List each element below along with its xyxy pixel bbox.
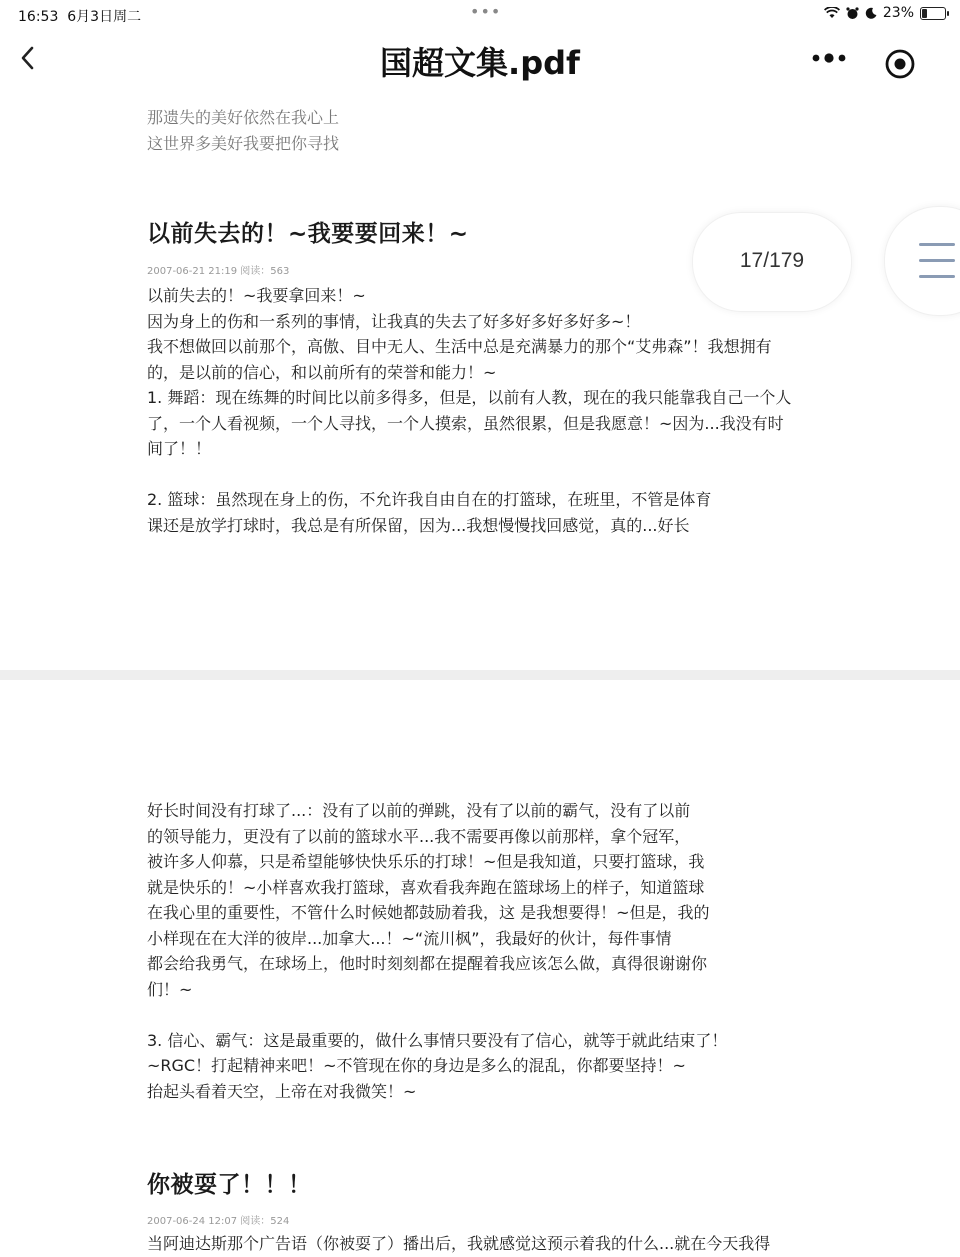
- battery-icon: [920, 7, 946, 20]
- body-line: ~RGC！打起精神来吧！~不管现在你的身边是多么的混乱，你都要坚持！~: [147, 1056, 686, 1075]
- wifi-icon: [824, 7, 840, 19]
- more-dots-icon[interactable]: [808, 48, 852, 68]
- menu-bar: [919, 243, 955, 246]
- article-meta: 2007-06-24 12:07 阅读：524: [147, 1216, 290, 1227]
- body-line: 以前失去的！~我要拿回来！~: [147, 286, 366, 305]
- page-indicator[interactable]: 17/179: [692, 212, 852, 312]
- pdf-page-2[interactable]: [0, 680, 960, 1255]
- article-title: 你被耍了！！！: [147, 1172, 312, 1198]
- battery-percent: 23%: [882, 5, 914, 21]
- article-title: 以前失去的！~我要要回来！~: [147, 221, 469, 247]
- body-line: 3. 信心、霸气：这是最重要的，做什么事情只要没有了信心，就等于就此结束了！: [147, 1030, 728, 1050]
- battery-fill: [922, 9, 927, 18]
- alarm-icon: [846, 7, 859, 20]
- document-title: 国超文集.pdf: [380, 44, 580, 82]
- menu-bar: [919, 259, 955, 262]
- status-bar: [0, 0, 960, 30]
- body-line: 因为身上的伤和一系列的事情，让我真的失去了好多好多好多好多~！: [147, 311, 641, 331]
- body-line: 被许多人仰慕，只是希望能够快快乐乐的打球！~但是我知道，只要打篮球，我: [147, 852, 705, 871]
- body-line: 了，一个人看视频，一个人寻找，一个人摸索，虽然很累，但是我愿意！~因为...我没有时: [147, 413, 784, 433]
- body-line: [147, 462, 827, 488]
- body-line: 当阿迪达斯那个广告语（你被耍了）播出后，我就感觉这预示着我的什么...就在今天我得: [147, 1234, 771, 1253]
- body-line: 的领导能力，更没有了以前的篮球水平...我不需要再像以前那样，拿个冠军，: [147, 826, 691, 846]
- body-line: 抬起头看着天空，上帝在对我微笑！~: [147, 1081, 417, 1101]
- body-line: 们！~: [147, 979, 193, 999]
- body-line: 1. 舞蹈：现在练舞的时间比以前多得多，但是，以前有人教，现在的我只能靠我自己一个人: [147, 388, 792, 407]
- pdf-page-1[interactable]: [0, 95, 960, 670]
- body-line: 课还是放学打球时，我总是有所保留，因为...我想慢慢找回感觉，真的...好长: [147, 515, 690, 535]
- body-line: 我不想做回以前那个，高傲、目中无人、生活中总是充满暴力的那个“艾弗森”！我想拥有: [147, 337, 772, 356]
- body-line: 2. 篮球：虽然现在身上的伤，不允许我自由自在的打篮球，在班里，不管是体育: [147, 490, 712, 509]
- poem-line: 这世界多美好我要把你寻找: [147, 134, 340, 153]
- body-line: 在我心里的重要性，不管什么时候她都鼓励着我，这 是我想要得！~但是，我的: [147, 903, 710, 922]
- multitasking-dots-icon[interactable]: •••: [470, 2, 502, 21]
- target-icon[interactable]: [884, 48, 916, 80]
- body-line: [147, 1002, 827, 1028]
- menu-bar: [919, 275, 955, 278]
- status-time: 16:53 6月3日周二: [18, 9, 142, 25]
- status-right: [824, 5, 946, 21]
- article-body: [147, 798, 827, 1104]
- body-line: 好长时间没有打球了...：没有了以前的弹跳，没有了以前的霸气，没有了以前: [147, 801, 691, 820]
- body-line: 都会给我勇气，在球场上，他时时刻刻都在提醒着我应该怎么做，真得很谢谢你: [147, 954, 708, 973]
- status-date: 6月3日周二: [67, 9, 142, 25]
- body-line: 间了！！: [147, 439, 212, 458]
- body-line: 就是快乐的！~小样喜欢我打篮球，喜欢看我奔跑在篮球场上的样子，知道篮球: [147, 877, 705, 897]
- nav-bar: [0, 30, 960, 90]
- article-body: [147, 283, 827, 538]
- poem-line: 那遗失的美好依然在我心上: [147, 108, 340, 127]
- article-meta: 2007-06-21 21:19 阅读：563: [147, 266, 290, 277]
- moon-icon: [865, 7, 877, 19]
- body-line: 小样现在在大洋的彼岸...加拿大...！~“流川枫”，我最好的伙计，每件事情: [147, 928, 672, 948]
- article-body: [147, 1231, 827, 1257]
- body-line: 的，是以前的信心，和以前所有的荣誉和能力！~: [147, 362, 497, 382]
- page-separator: [0, 670, 960, 680]
